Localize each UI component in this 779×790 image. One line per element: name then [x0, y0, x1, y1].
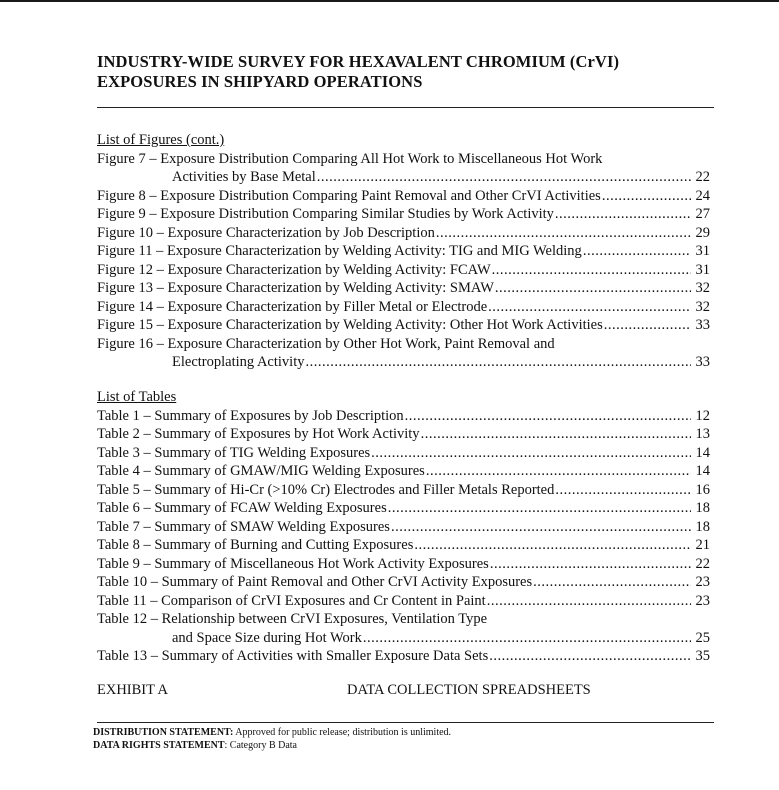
toc-entry-text: Table 8 – Summary of Burning and Cutting Exposures: [97, 537, 414, 553]
toc-entry-text: Table 6 – Summary of FCAW Welding Exposures: [97, 500, 387, 516]
dot-leader: [495, 279, 691, 298]
toc-entry-figure-15[interactable]: [97, 316, 710, 335]
dot-leader: [583, 242, 691, 261]
toc-entry-table-7[interactable]: [97, 518, 710, 537]
dot-leader: [490, 555, 691, 574]
toc-entry-first-line: Figure 7 – Exposure Distribution Comparing All Hot Work to Miscellaneous Hot Work: [97, 150, 603, 167]
toc-entry-table-5[interactable]: [97, 481, 710, 500]
toc-entry-table-10[interactable]: [97, 573, 710, 592]
dot-leader: [602, 187, 691, 206]
toc-entry-row: [97, 168, 710, 187]
dot-leader: [436, 224, 691, 243]
toc-entry-table-13[interactable]: [97, 647, 710, 666]
toc-entry-table-1[interactable]: [97, 407, 710, 426]
toc-entry-figure-9[interactable]: [97, 205, 710, 224]
toc-page-number: 27: [695, 206, 710, 222]
toc-page-number: 14: [695, 463, 710, 479]
toc-entry-text: Figure 15 – Exposure Characterization by Welding Activity: Other Hot Work Activities: [97, 317, 603, 333]
toc-page-number: 12: [695, 407, 710, 424]
toc-page-number: 18: [695, 500, 710, 516]
toc-page-number: 18: [695, 518, 710, 535]
toc-entry-text: Table 3 – Summary of TIG Welding Exposures: [97, 444, 371, 461]
scan-top-edge: [0, 0, 779, 2]
toc-entry-table-2[interactable]: [97, 425, 710, 444]
toc-entry-text: Table 7 – Summary of SMAW Welding Exposures: [97, 518, 390, 535]
dot-leader: [492, 261, 691, 280]
distribution-statement: [93, 726, 451, 739]
dot-leader: [426, 462, 691, 481]
toc-entry-figure-7[interactable]: [97, 150, 710, 187]
toc-entry-figure-13[interactable]: [97, 279, 710, 298]
list-of-tables: [97, 388, 710, 666]
toc-entry-first-line: Figure 16 – Exposure Characterization by Other Hot Work, Paint Removal and: [97, 335, 555, 352]
toc-page-number: 22: [695, 169, 710, 185]
toc-entry-text: Table 13 – Summary of Activities with Smaller Exposure Data Sets: [97, 648, 489, 664]
toc-entry-table-6[interactable]: [97, 499, 710, 518]
distribution-text: Approved for public release; distribution is unlimited.: [233, 727, 452, 738]
dot-leader: [488, 298, 691, 317]
exhibit-label: EXHIBIT A: [97, 682, 169, 698]
document-title: [97, 52, 619, 92]
toc-entry-text: Table 11 – Comparison of CrVI Exposures and Cr Content in Paint: [97, 592, 486, 609]
toc-entry-text: Activities by Base Metal: [172, 169, 316, 185]
dot-leader: [555, 205, 691, 224]
toc-entry-table-12[interactable]: [97, 610, 710, 647]
dot-leader: [489, 647, 691, 666]
toc-entry-text: Figure 13 – Exposure Characterization by Welding Activity: SMAW: [97, 280, 494, 296]
toc-entry-table-4[interactable]: [97, 462, 710, 481]
list-of-figures: [97, 131, 710, 372]
footer-divider: [97, 722, 714, 723]
toc-page-number: 32: [695, 298, 710, 315]
toc-entry-table-11[interactable]: [97, 592, 710, 611]
toc-page-number: 35: [695, 648, 710, 664]
toc-entry-text: Figure 9 – Exposure Distribution Comparing Similar Studies by Work Activity: [97, 206, 554, 222]
toc-page-number: 21: [695, 537, 710, 553]
exhibit-a-entry[interactable]: [97, 681, 710, 699]
dot-leader: [604, 316, 691, 335]
dot-leader: [371, 444, 691, 463]
dot-leader: [405, 407, 691, 426]
toc-page-number: 23: [695, 574, 710, 590]
toc-entry-text: Figure 8 – Exposure Distribution Comparing Paint Removal and Other CrVI Activities: [97, 187, 601, 204]
toc-entry-text: Table 4 – Summary of GMAW/MIG Welding Exposures: [97, 463, 425, 479]
distribution-label: DISTRIBUTION STATEMENT:: [93, 727, 234, 738]
toc-entry-first-line: Table 12 – Relationship between CrVI Exposures, Ventilation Type: [97, 611, 488, 627]
toc-entry-figure-11[interactable]: [97, 242, 710, 261]
toc-page-number: 16: [695, 481, 710, 498]
dot-leader: [388, 499, 691, 518]
toc-entry-text: Figure 11 – Exposure Characterization by Welding Activity: TIG and MIG Welding: [97, 243, 582, 259]
toc-entry-text: Figure 14 – Exposure Characterization by Filler Metal or Electrode: [97, 298, 488, 315]
dot-leader: [421, 425, 691, 444]
toc-page-number: 33: [695, 317, 710, 333]
toc-entry-figure-16[interactable]: [97, 335, 710, 372]
toc-entry-figure-12[interactable]: [97, 261, 710, 280]
toc-entry-text: Table 5 – Summary of Hi-Cr (>10% Cr) Electrodes and Filler Metals Reported: [97, 481, 555, 498]
dot-leader: [391, 518, 691, 537]
rights-label: DATA RIGHTS STATEMENT: [93, 740, 225, 751]
dot-leader: [363, 629, 691, 648]
dot-leader: [533, 573, 691, 592]
toc-entry-figure-14[interactable]: [97, 298, 710, 317]
toc-entry-text: Table 9 – Summary of Miscellaneous Hot Work Activity Exposures: [97, 555, 489, 572]
toc-page-number: 25: [695, 629, 710, 646]
toc-page-number: 24: [695, 187, 710, 204]
toc-page-number: 29: [695, 224, 710, 241]
toc-entry-text: Figure 10 – Exposure Characterization by Job Description: [97, 224, 435, 241]
toc-entry-text: Figure 12 – Exposure Characterization by Welding Activity: FCAW: [97, 261, 491, 278]
list-of-tables-heading: List of Tables: [97, 389, 177, 405]
title-line-1: INDUSTRY-WIDE SURVEY FOR HEXAVALENT CHROMIUM (CrVI): [97, 52, 620, 71]
dot-leader: [555, 481, 691, 500]
dot-leader: [487, 592, 691, 611]
toc-page-number: 23: [695, 592, 710, 609]
toc-entry-text: and Space Size during Hot Work: [172, 629, 362, 646]
title-line-2: EXPOSURES IN SHIPYARD OPERATIONS: [97, 72, 423, 91]
toc-entry-table-9[interactable]: [97, 555, 710, 574]
title-divider: [97, 107, 714, 108]
toc-entry-figure-8[interactable]: [97, 187, 710, 206]
dot-leader: [305, 353, 691, 372]
toc-entry-table-8[interactable]: [97, 536, 710, 555]
toc-page-number: 22: [695, 555, 710, 572]
toc-entry-table-3[interactable]: [97, 444, 710, 463]
data-rights-statement: [93, 739, 297, 752]
toc-page-number: 32: [695, 280, 710, 296]
dot-leader: [317, 168, 691, 187]
toc-entry-text: Table 1 – Summary of Exposures by Job Description: [97, 407, 404, 424]
toc-page-number: 14: [695, 444, 710, 461]
toc-entry-figure-10[interactable]: [97, 224, 710, 243]
toc-entry-text: Electroplating Activity: [172, 354, 305, 370]
rights-text: : Category B Data: [224, 740, 297, 751]
toc-page-number: 31: [695, 261, 710, 278]
toc-page-number: 31: [695, 243, 710, 259]
toc-entry-row: [97, 353, 710, 372]
exhibit-title: DATA COLLECTION SPREADSHEETS: [347, 682, 591, 698]
toc-entry-text: Table 10 – Summary of Paint Removal and Other CrVI Activity Exposures: [97, 574, 533, 590]
toc-entry-row: [97, 629, 710, 648]
dot-leader: [414, 536, 691, 555]
toc-page-number: 33: [695, 354, 710, 370]
toc-entry-text: Table 2 – Summary of Exposures by Hot Work Activity: [97, 426, 420, 442]
list-of-figures-heading: List of Figures (cont.): [97, 132, 225, 148]
toc-page-number: 13: [695, 426, 710, 442]
